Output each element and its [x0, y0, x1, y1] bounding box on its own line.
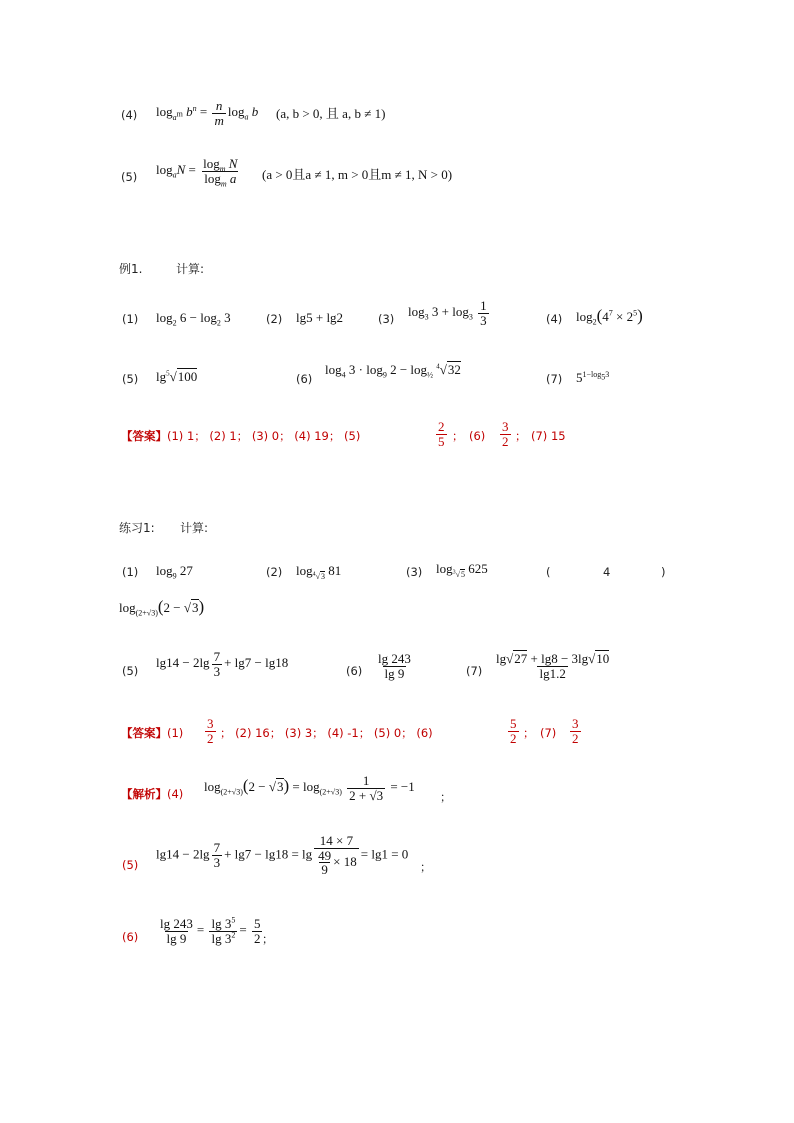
example-1-item-6-number: (6)	[296, 372, 313, 386]
answer-part: (7) 15	[531, 429, 566, 443]
answer-part: (1) 1；	[167, 429, 206, 443]
answer-part: (4) 19；	[294, 429, 341, 443]
answer-part: (7)	[540, 726, 557, 740]
answer-part: ；	[523, 726, 535, 740]
example-1-answer-5-fraction: $\frac{2}{5}$	[438, 419, 445, 449]
practice-1-item-7: $\frac{\lg√27 + \lg 8 - 3\lg√10}{\lg 1.2}$	[496, 651, 610, 681]
formula-5-number: (5)	[121, 170, 138, 184]
practice-1-item-6: $\frac{\lg 243}{\lg 9}$	[378, 651, 411, 681]
practice-1-item-3-number: (3)	[406, 565, 423, 579]
practice-1-analysis-tag	[121, 789, 183, 801]
answer-part: ；	[515, 429, 527, 443]
practice-1-item-4-paren-close: )	[661, 565, 666, 579]
answer-part: (1)	[167, 726, 184, 740]
answer-part: ；	[452, 429, 464, 443]
practice-1-compute: 计算:	[180, 521, 209, 535]
practice-1-answer-tag	[121, 728, 183, 740]
practice-1-item-1: $\log_9 27$	[156, 563, 193, 581]
practice-1-heading: 练习1:	[119, 521, 155, 535]
answer-part: (4) -1；	[327, 726, 371, 740]
analysis-6-equation: $\frac{\lg 243}{\lg 9}$ = $\frac{\lg 3^5}{\lg 3^2}$ = $\frac{5}{2}$	[160, 915, 261, 946]
example-1-item-7: $5^{1-log_53}$	[576, 369, 610, 385]
answer-part: (3) 0；	[251, 429, 291, 443]
practice-1-answer-1-fraction: $\frac{3}{2}$	[207, 716, 214, 746]
example-1-heading: 例1.	[119, 262, 143, 276]
example-1-answer	[121, 431, 360, 443]
example-1-item-2: lg5 + lg2	[296, 310, 344, 325]
practice-1-item-5: lg14 − 2lg $\frac{7}{3}$ + lg7 − lg18	[156, 649, 289, 679]
example-1-item-1: $\log_2 6 - \log_2 3$	[156, 310, 231, 328]
example-1-item-6: $\log_4 3 \cdot \log_9 2 - \log_{\frac{1}{2}} ^4√32$	[325, 362, 461, 380]
example-1-item-1-number: (1)	[122, 312, 139, 326]
example-1-item-4-number: (4)	[546, 312, 563, 326]
analysis-4-equation: $\log_{(2+√3)}(2 - √3) = \log_{(2+√3)}$ $\frac{1}{2 + √3}$ = −1	[204, 773, 415, 803]
answer-part: (6)	[469, 429, 486, 443]
answer-tag: 【答案】	[121, 429, 167, 443]
analysis-tag: 【解析】	[121, 787, 167, 801]
formula-4: $\log_{a^m} b^n$ = $\frac{n}{m}$ $\log_a b$	[156, 98, 259, 128]
example-1-item-5-number: (5)	[122, 372, 139, 386]
answer-tag: 【答案】	[121, 726, 167, 740]
practice-1-answer-7-fraction: $\frac{3}{2}$	[572, 716, 579, 746]
answer-part: (6)	[416, 726, 433, 740]
example-1-item-2-number: (2)	[266, 312, 283, 326]
example-1-item-5: $\lg^5√100$	[156, 369, 198, 384]
example-1-answer-6-fraction: $\frac{3}{2}$	[502, 419, 509, 449]
practice-1-item-4: $\log_{(2+√3)}(2 - √3)$	[119, 597, 205, 618]
practice-1-item-6-number: (6)	[346, 664, 363, 678]
analysis-5-number: (5)	[122, 858, 139, 872]
example-1-item-3-number: (3)	[378, 312, 395, 326]
analysis-5-equation: lg14 − 2lg $\frac{7}{3}$ + lg7 − lg18 = lg 14 × 7 $\frac{49}{9}$ × 18 = lg1 = 0	[156, 833, 409, 878]
answer-part: (5) 0；	[373, 726, 413, 740]
example-1-item-3: $\log_3 3 + \log_3$ $\frac{1}{3}$	[408, 298, 487, 328]
practice-1-item-4-paren-open: (	[546, 565, 551, 579]
example-1-compute: 计算:	[176, 262, 205, 276]
answer-part: (5)	[344, 429, 361, 443]
analysis-6-number: (6)	[122, 930, 139, 944]
practice-1-item-5-number: (5)	[122, 664, 139, 678]
semicolon: ；	[262, 932, 274, 946]
formula-5: $\log_aN$ = $\frac{\log_m N}{\log_m a}$	[156, 156, 238, 189]
example-1-item-7-number: (7)	[546, 372, 563, 386]
answer-part: (3) 3；	[284, 726, 324, 740]
semicolon: ；	[440, 790, 452, 804]
formula-4-number: (4)	[121, 108, 138, 122]
practice-1-item-1-number: (1)	[122, 565, 139, 579]
formula-5-condition: (a > 0且a ≠ 1, m > 0且m ≠ 1, N > 0)	[262, 167, 453, 182]
example-1-item-4: $\log_2(4^7 \times 2^5)$	[576, 306, 643, 327]
answer-part: (2) 16；	[235, 726, 282, 740]
practice-1-answer-middle	[220, 728, 433, 740]
answer-part: (2) 1；	[209, 429, 249, 443]
practice-1-item-7-number: (7)	[466, 664, 483, 678]
practice-1-answer-6-fraction: $\frac{5}{2}$	[510, 716, 517, 746]
practice-1-item-2-number: (2)	[266, 565, 283, 579]
practice-1-item-2: $\log_{^4√3} 81$	[296, 563, 342, 581]
practice-1-item-4-number: 4	[603, 565, 611, 579]
analysis-number: (4)	[167, 787, 184, 801]
practice-1-item-3: $\log_{^3√5} 625$	[436, 561, 488, 579]
semicolon: ；	[420, 860, 432, 874]
answer-part: ；	[220, 726, 232, 740]
formula-4-condition: (a, b > 0, 且 a, b ≠ 1)	[276, 106, 386, 121]
